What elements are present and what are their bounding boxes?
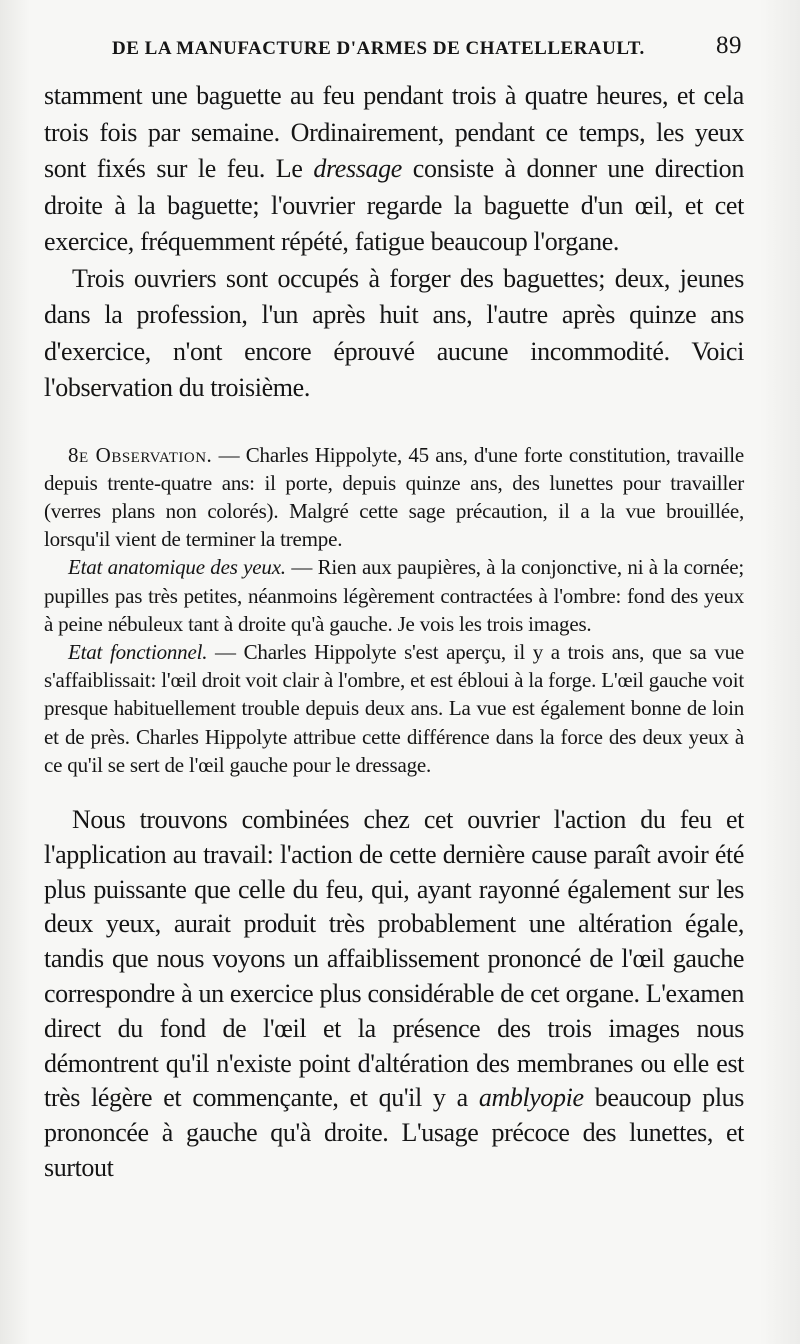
paragraph-forge: stamment une baguette au feu pendant trois à quatre heures, et cela trois fois par semaine. Ordinairement, pendant ce temps, les yeux sont fixés sur le feu. Le dressage consiste à donner une direction droite à la baguette; l'ouvrier regarde la baguette d'un œil, et cet exercice, fréquemment répété, fatigue beaucoup l'organe. — [44, 81, 744, 256]
anatomical-state: Etat anatomique des yeux. — Rien aux paupières, à la conjonctive, ni à la cornée; pupilles pas très petites, néanmoins légèrement contractées à l'ombre: fond des yeux à peine nébuleux tant à droite qu'à gauche. Je vois les trois images. — [44, 555, 745, 636]
emphasis-amblyopie: amblyopie — [478, 1083, 584, 1113]
page-number: 89 — [716, 32, 742, 59]
conclusion-text — [44, 803, 744, 1186]
opening-text — [44, 78, 744, 407]
running-title: DE LA MANUFACTURE D'ARMES DE CHATELLERAULT. — [112, 38, 645, 59]
page-header — [112, 30, 742, 70]
emphasis-dressage: dressage — [313, 154, 402, 183]
anatomical-label: Etat anatomique des yeux. — [68, 555, 286, 580]
paragraph-workers: Trois ouvriers sont occupés à forger des baguettes; deux, jeunes dans la profession, l'un après huit ans, l'autre après quinze ans d'exercice, n'ont encore éprouvé aucune incommodité. Voici l'observation du troisième. — [44, 263, 744, 402]
observation-intro: 8e Observation. — Charles Hippolyte, 45 ans, d'une forte constitution, travaille depuis trente-quatre ans: il porte, depuis quinze ans, des lunettes pour travailler (verres plans non colorés). Malgré cette sage précaution, il a la vue brouillée, lorsqu'il vient de terminer la trempe. — [44, 442, 744, 552]
page-body — [44, 78, 744, 1186]
observation-block — [44, 441, 744, 779]
paragraph-conclusion: Nous trouvons combinées chez cet ouvrier l'action du feu et l'application au travail: l'action de cette dernière cause paraît avoir été plus puissante que celle du feu, qui, ayant rayonné également sur les deux yeux, aurait produit très probablement une altération égale, tandis que nous voyons un affaiblissement prononcé de l'œil gauche correspondre à un exercice plus considérable de cet organe. L'examen direct du fond de l'œil et la présence des trois images nous démontrent qu'il n'existe point d'altération des membranes ou elle est très légère et commençante, et qu'il y a amblyopie beaucoup plus prononcée à gauche qu'à droite. L'usage précoce des lunettes, et surtout — [44, 804, 744, 1182]
functional-state: Etat fonctionnel. — Charles Hippolyte s'est aperçu, il y a trois ans, que sa vue s'affaiblissait: l'œil droit voit clair à l'ombre, et est ébloui à la forge. L'œil gauche voit presque habituellement trouble depuis deux ans. La vue est également bonne de loin et de près. Charles Hippolyte attribue cette différence dans la force des deux yeux à ce qu'il se sert de l'œil gauche pour le dressage. — [44, 639, 745, 777]
observation-label: 8e Observation. — [68, 442, 213, 467]
functional-label: Etat fonctionnel. — [68, 639, 208, 664]
